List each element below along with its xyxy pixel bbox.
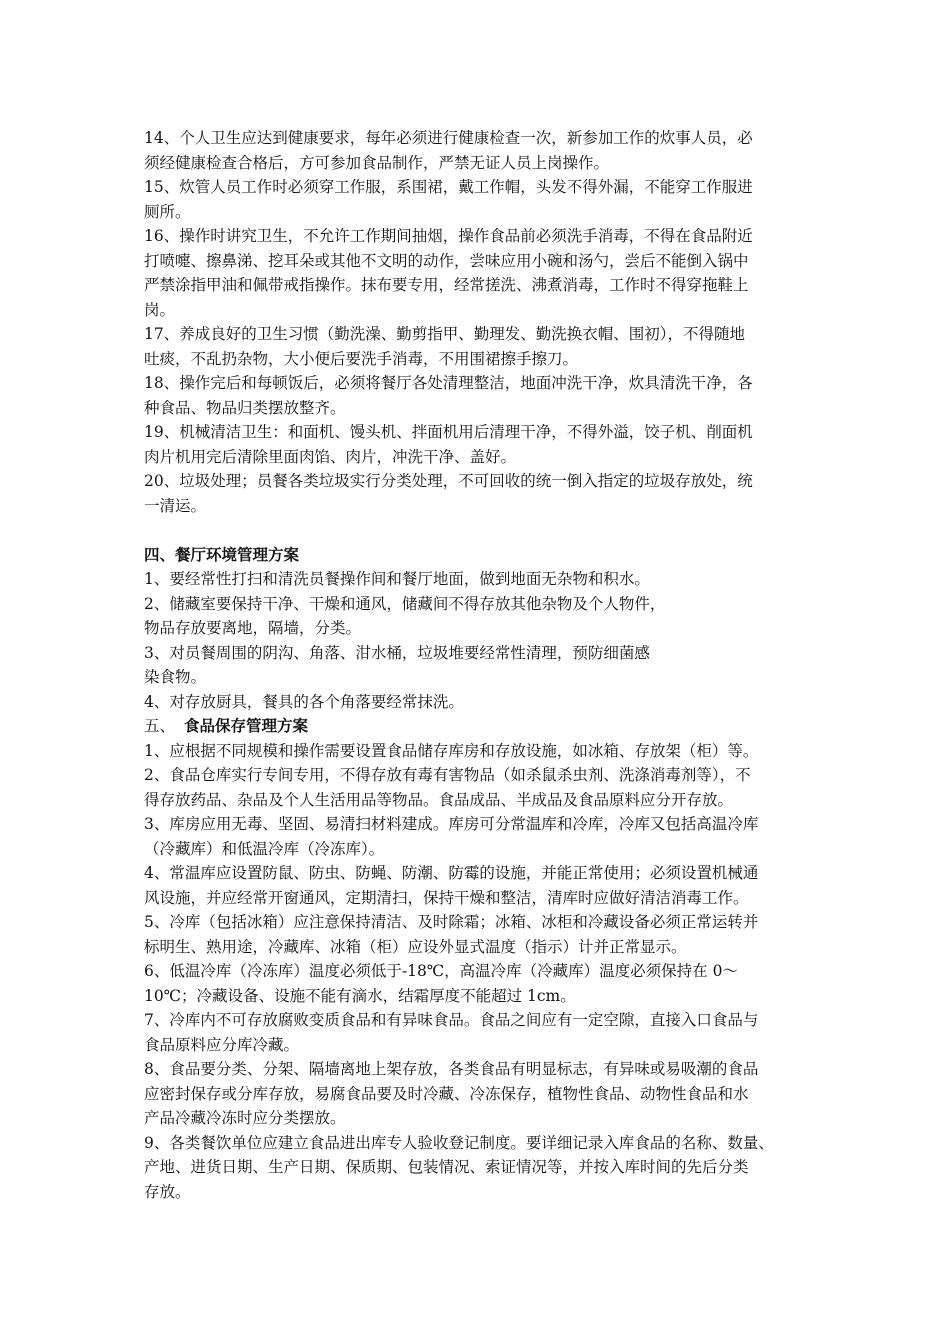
text-line: 食品原料应分库冷藏。 (144, 1035, 300, 1054)
document-page (144, 126, 820, 1204)
text-line: 应密封保存或分库存放，易腐食品要及时冷藏、冷冻保存，植物性食品、动物性食品和水 (144, 1084, 749, 1103)
text-line: 产地、进货日期、生产日期、保质期、包装情况、索证情况等，并按入库时间的先后分类 (144, 1158, 749, 1176)
text-line: 4、常温库应设置防鼠、防虫、防蝇、防潮、防霉的设施，并能正常使用；必须设置机械通 (144, 864, 759, 882)
text-line: 1、要经常性打扫和清洗员餐操作间和餐厅地面，做到地面无杂物和积水。 (144, 570, 650, 588)
text-line: 2、储藏室要保持干净、干燥和通风，储藏间不得存放其他杂物及个人物件， (144, 594, 666, 613)
text-line: 17、养成良好的卫生习惯（勤洗澡、勤剪指甲、勤理发、勤洗换衣帽、围初），不得随地 (144, 325, 745, 343)
text-line: 吐痰，不乱扔杂物，大小便后要洗手消毒，不用围裙擦手擦刀。 (144, 349, 579, 368)
text-line: 标明生、熟用途，冷藏库、冰箱（柜）应设外显式温度（指示）计并正常显示。 (144, 937, 687, 956)
section-title: 食品保存管理方案 (184, 716, 309, 735)
section-5 (144, 714, 820, 1204)
section-heading: 四、餐厅环境管理方案 (144, 544, 300, 564)
text-line: 产品冷藏冷冻时应分类摆放。 (144, 1109, 346, 1127)
text-line: 10℃；冷藏设备、设施不能有滴水，结霜厚度不能超过 1cm。 (144, 986, 576, 1005)
text-line: 严禁涂指甲油和佩带戒指操作。抹布要专用，经常搓洗、沸煮消毒，工作时不得穿拖鞋上 (144, 276, 749, 294)
text-line: 岗。 (144, 300, 176, 319)
text-line: 6、低温冷库（冷冻库）温度必须低于-18℃，高温冷库（冷藏库）温度必须保持在 0～ (144, 962, 738, 980)
text-line: （冷藏库）和低温冷库（冷冻库）。 (144, 839, 385, 858)
text-line: 打喷嚏、擦鼻涕、挖耳朵或其他不文明的动作，尝味应用小碗和汤勺，尝后不能倒入锅中 (144, 251, 749, 270)
text-line: 肉片机用完后清除里面肉馅、肉片，冲洗干净、盖好。 (144, 447, 517, 466)
text-line: 种食品、物品归类摆放整齐。 (144, 398, 346, 417)
text-line: 20、垃圾处理；员餐各类垃圾实行分类处理，不可回收的统一倒入指定的垃圾存放处，统 (144, 472, 753, 490)
text-line: 风设施，并应经常开窗通风，定期清扫，保持干燥和整洁，清库时应做好清洁消毒工作。 (144, 888, 749, 907)
text-line: 得存放药品、杂品及个人生活用品等物品。食品成品、半成品及食品原料应分开存放。 (144, 790, 734, 809)
text-line: 一清运。 (144, 496, 207, 515)
text-line: 9、各类餐饮单位应建立食品进出库专人验收登记制度。要详细记录入库食品的名称、数量、 (144, 1133, 774, 1152)
text-line: 19、机械清洁卫生：和面机、馒头机、拌面机用后清理干净，不得外溢，饺子机、削面机 (144, 423, 753, 441)
text-line: 7、冷库内不可存放腐败变质食品和有异味食品。食品之间应有一定空隙，直接入口食品与 (144, 1011, 759, 1029)
text-line: 18、操作完后和每顿饭后，必须将餐厅各处清理整洁，地面冲洗干净，炊具清洗干净，各 (144, 374, 753, 392)
text-line: 存放。 (144, 1182, 191, 1201)
section-number: 五、 (144, 717, 176, 735)
text-line: 1、应根据不同规模和操作需要设置食品储存库房和存放设施，如冰箱、存放架（柜）等。 (144, 741, 759, 760)
text-line: 3、对员餐周围的阴沟、角落、泔水桶，垃圾堆要经常性清理，预防细菌感 (144, 643, 650, 662)
section-heading (144, 714, 820, 739)
text-line: 14、个人卫生应达到健康要求，每年必须进行健康检查一次，新参加工作的炊事人员，必 (144, 129, 753, 147)
text-line: 3、库房应用无毒、坚固、易清扫材料建成。库房可分常温库和冷库，冷库又包括高温冷库 (144, 815, 759, 833)
hygiene-rules-block (144, 126, 820, 518)
text-line: 2、食品仓库实行专间专用，不得存放有毒有害物品（如杀鼠杀虫剂、洗涤消毒剂等），不 (144, 766, 751, 784)
text-line: 5、冷库（包括冰箱）应注意保持清洁、及时除霜；冰箱、冰柜和冷藏设备必须正常运转并 (144, 913, 759, 931)
text-line: 物品存放要离地，隔墙，分类。 (144, 619, 362, 637)
text-line: 8、食品要分类、分架、隔墙离地上架存放，各类食品有明显标志，有异味或易吸潮的食品 (144, 1060, 759, 1078)
paragraph-spacer (144, 518, 820, 543)
text-line: 15、炊管人员工作时必须穿工作服，系围裙，戴工作帽，头发不得外漏，不能穿工作服进 (144, 178, 753, 196)
text-line: 16、操作时讲究卫生，不允许工作期间抽烟，操作食品前必须洗手消毒，不得在食品附近 (144, 227, 753, 245)
text-line: 4、对存放厨具，餐具的各个角落要经常抹洗。 (144, 692, 464, 711)
section-4 (144, 543, 820, 715)
text-line: 须经健康检查合格后，方可参加食品制作，严禁无证人员上岗操作。 (144, 153, 610, 172)
text-line: 染食物。 (144, 668, 207, 686)
text-line: 厕所。 (144, 202, 191, 221)
